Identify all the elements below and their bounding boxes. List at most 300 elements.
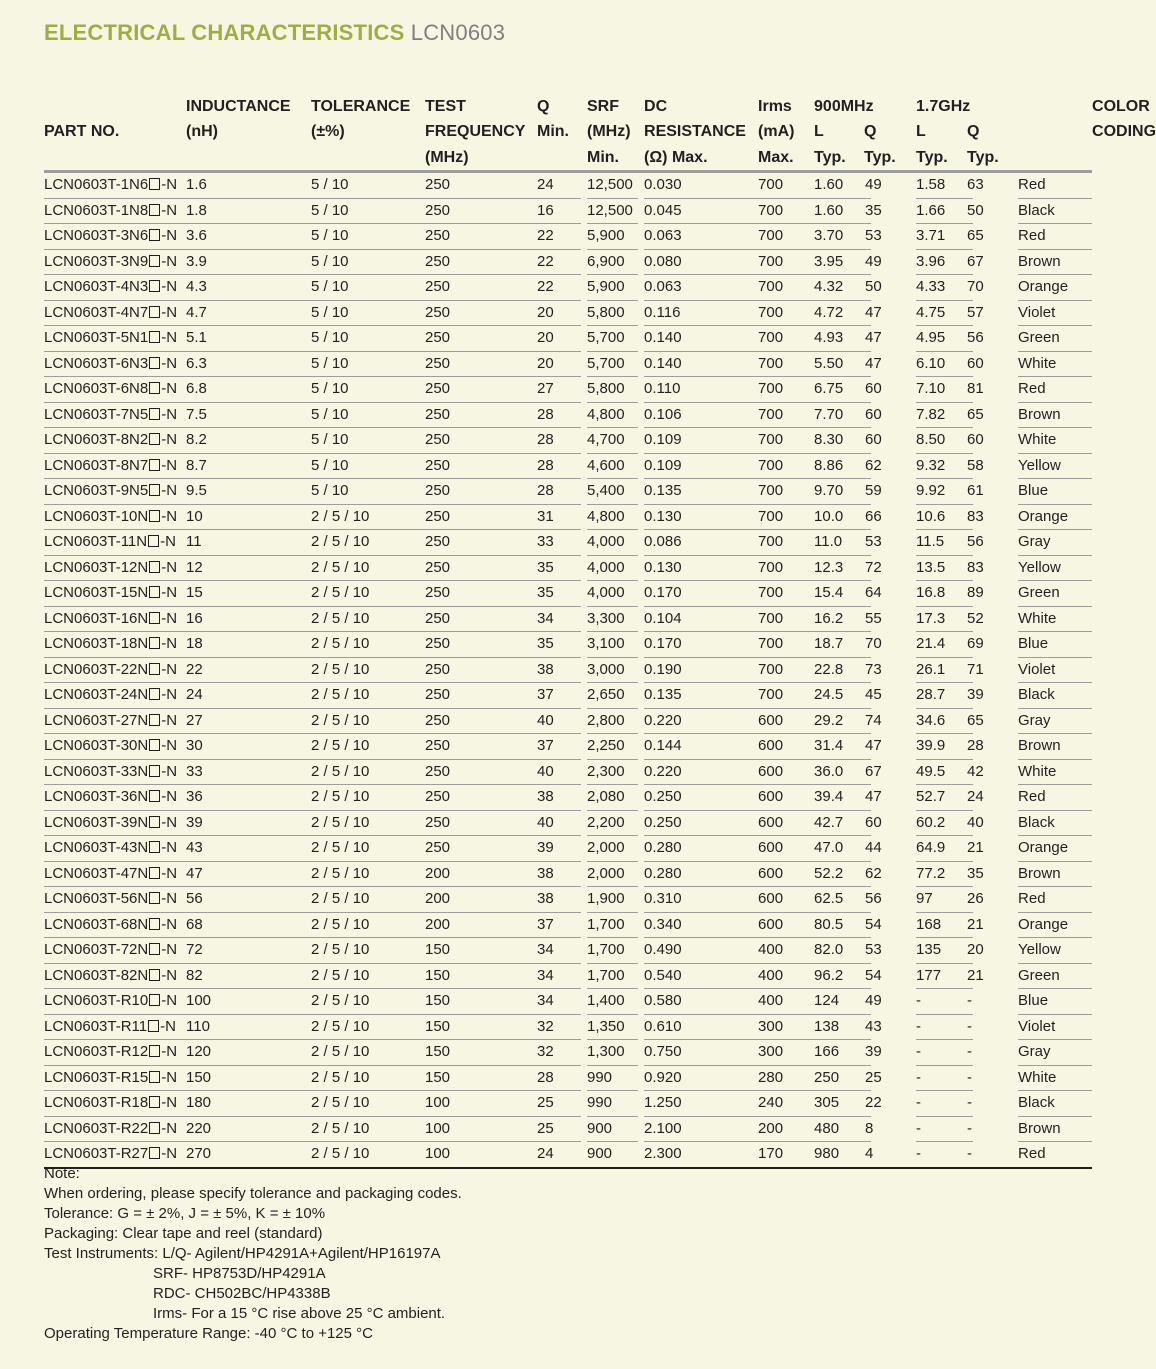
note-heading: Note: bbox=[44, 1165, 80, 1182]
title-main: ELECTRICAL CHARACTERISTICS bbox=[44, 20, 405, 45]
table-header: PART NO. INDUCTANCE (nH) TOLERANCE (±%) TEST FREQUENCY (MHz) Q Min. SRF (MHz) Min. DC RESISTANCE (Ω) Max. Irms (mA) Max. 900MHz L Q Typ. Typ. 1.7GHz L Q Typ. Typ. COLOR CODING bbox=[44, 68, 1092, 172]
part-no-suffix: -N bbox=[161, 278, 178, 296]
part-no-suffix: -N bbox=[161, 635, 178, 653]
part-no-prefix: LCN0603T-27N bbox=[44, 711, 149, 729]
cell-tolerance: 5 / 10 bbox=[311, 198, 425, 224]
column-gap bbox=[871, 1116, 916, 1142]
cell-q-900mhz: 55 bbox=[865, 606, 871, 632]
note-test-instruments: Test Instruments: L/Q- Agilent/HP4291A+Agilent/HP16197A bbox=[44, 1245, 441, 1262]
cell-l-900mhz: 1.60 bbox=[814, 172, 865, 199]
cell-color-coding: Black bbox=[1018, 198, 1092, 224]
cell-irms: 700 bbox=[758, 504, 814, 530]
cell-srf: 4,000 bbox=[587, 555, 638, 581]
cell-part-no bbox=[44, 657, 186, 683]
part-no-suffix: -N bbox=[161, 864, 178, 882]
cell-dc-resistance: 0.170 bbox=[644, 632, 758, 658]
header-part-no: PART NO. bbox=[44, 68, 186, 172]
option-code-box-icon bbox=[149, 918, 160, 930]
cell-part-no bbox=[44, 172, 186, 199]
cell-srf: 4,700 bbox=[587, 428, 638, 454]
cell-q-900mhz: 62 bbox=[865, 453, 871, 479]
cell-irms: 600 bbox=[758, 912, 814, 938]
cell-l-1-7ghz: 17.3 bbox=[916, 606, 967, 632]
cell-dc-resistance: 0.130 bbox=[644, 555, 758, 581]
cell-dc-resistance: 0.109 bbox=[644, 453, 758, 479]
cell-q-900mhz: 60 bbox=[865, 428, 871, 454]
cell-tolerance: 5 / 10 bbox=[311, 326, 425, 352]
cell-dc-resistance: 0.140 bbox=[644, 351, 758, 377]
cell-q-1-7ghz: 56 bbox=[967, 530, 973, 556]
cell-dc-resistance: 0.086 bbox=[644, 530, 758, 556]
cell-inductance: 4.3 bbox=[186, 275, 311, 301]
cell-color-coding: Gray bbox=[1018, 530, 1092, 556]
cell-inductance: 56 bbox=[186, 887, 311, 913]
cell-srf: 4,000 bbox=[587, 581, 638, 607]
cell-srf: 4,600 bbox=[587, 453, 638, 479]
cell-color-coding: Yellow bbox=[1018, 938, 1092, 964]
column-gap bbox=[973, 1116, 1018, 1142]
cell-irms: 700 bbox=[758, 683, 814, 709]
part-no-suffix: -N bbox=[161, 737, 178, 755]
cell-inductance: 12 bbox=[186, 555, 311, 581]
part-no-suffix: -N bbox=[161, 227, 178, 245]
cell-inductance: 7.5 bbox=[186, 402, 311, 428]
cell-test-frequency: 150 bbox=[425, 938, 537, 964]
cell-l-1-7ghz: - bbox=[916, 1014, 967, 1040]
header-q-min: Q Min. bbox=[537, 68, 581, 172]
table-row bbox=[44, 326, 1092, 352]
cell-part-no bbox=[44, 428, 186, 454]
cell-l-900mhz: 36.0 bbox=[814, 759, 865, 785]
cell-color-coding: Black bbox=[1018, 810, 1092, 836]
cell-part-no bbox=[44, 1065, 186, 1091]
cell-color-coding: White bbox=[1018, 428, 1092, 454]
cell-inductance: 150 bbox=[186, 1065, 311, 1091]
cell-q-900mhz: 47 bbox=[865, 351, 871, 377]
cell-dc-resistance: 0.135 bbox=[644, 683, 758, 709]
cell-l-1-7ghz: 39.9 bbox=[916, 734, 967, 760]
cell-part-no bbox=[44, 453, 186, 479]
cell-q-900mhz: 73 bbox=[865, 657, 871, 683]
cell-test-frequency: 150 bbox=[425, 1065, 537, 1091]
option-code-box-icon bbox=[149, 178, 160, 190]
cell-l-1-7ghz: 26.1 bbox=[916, 657, 967, 683]
table-row bbox=[44, 377, 1092, 403]
part-no-prefix: LCN0603T-36N bbox=[44, 788, 149, 806]
part-no-suffix: -N bbox=[161, 558, 178, 576]
cell-q-900mhz: 49 bbox=[865, 249, 871, 275]
cell-test-frequency: 250 bbox=[425, 606, 537, 632]
cell-part-no bbox=[44, 683, 186, 709]
table-row bbox=[44, 453, 1092, 479]
cell-q-1-7ghz: 67 bbox=[967, 249, 973, 275]
cell-dc-resistance: 0.310 bbox=[644, 887, 758, 913]
cell-tolerance: 2 / 5 / 10 bbox=[311, 759, 425, 785]
table-row bbox=[44, 479, 1092, 505]
option-code-box-icon bbox=[149, 637, 160, 649]
cell-q-900mhz: 54 bbox=[865, 963, 871, 989]
cell-q-min: 32 bbox=[537, 1014, 581, 1040]
part-no-suffix: -N bbox=[161, 788, 178, 806]
cell-q-1-7ghz: - bbox=[967, 1065, 973, 1091]
cell-part-no bbox=[44, 530, 186, 556]
cell-tolerance: 2 / 5 / 10 bbox=[311, 1116, 425, 1142]
part-no-prefix: LCN0603T-56N bbox=[44, 890, 149, 908]
notes-block bbox=[44, 1164, 462, 1344]
part-no-suffix: -N bbox=[161, 176, 178, 194]
cell-irms: 700 bbox=[758, 198, 814, 224]
option-code-box-icon bbox=[149, 484, 160, 496]
cell-l-900mhz: 31.4 bbox=[814, 734, 865, 760]
cell-tolerance: 2 / 5 / 10 bbox=[311, 912, 425, 938]
option-code-box-icon bbox=[149, 561, 160, 573]
cell-tolerance: 2 / 5 / 10 bbox=[311, 683, 425, 709]
cell-dc-resistance: 0.340 bbox=[644, 912, 758, 938]
cell-l-900mhz: 9.70 bbox=[814, 479, 865, 505]
cell-l-1-7ghz: 7.82 bbox=[916, 402, 967, 428]
header-1-7ghz: 1.7GHz L Q Typ. Typ. bbox=[916, 68, 1092, 172]
cell-q-1-7ghz: - bbox=[967, 1014, 973, 1040]
cell-q-min: 40 bbox=[537, 810, 581, 836]
cell-q-min: 39 bbox=[537, 836, 581, 862]
cell-dc-resistance: 0.106 bbox=[644, 402, 758, 428]
option-code-box-icon bbox=[148, 1020, 159, 1032]
part-no-prefix: LCN0603T-R22 bbox=[44, 1119, 149, 1137]
cell-tolerance: 2 / 5 / 10 bbox=[311, 887, 425, 913]
cell-l-900mhz: 6.75 bbox=[814, 377, 865, 403]
cell-tolerance: 5 / 10 bbox=[311, 300, 425, 326]
cell-dc-resistance: 0.104 bbox=[644, 606, 758, 632]
cell-srf: 3,000 bbox=[587, 657, 638, 683]
cell-color-coding: Brown bbox=[1018, 861, 1092, 887]
part-no-suffix: -N bbox=[161, 431, 178, 449]
cell-color-coding: White bbox=[1018, 1065, 1092, 1091]
cell-q-900mhz: 49 bbox=[865, 172, 871, 199]
cell-dc-resistance: 0.220 bbox=[644, 759, 758, 785]
cell-irms: 700 bbox=[758, 172, 814, 199]
cell-irms: 700 bbox=[758, 453, 814, 479]
cell-q-1-7ghz: 71 bbox=[967, 657, 973, 683]
cell-irms: 700 bbox=[758, 224, 814, 250]
cell-color-coding: Gray bbox=[1018, 1040, 1092, 1066]
cell-color-coding: Blue bbox=[1018, 632, 1092, 658]
cell-q-900mhz: 35 bbox=[865, 198, 871, 224]
note-srf: SRF- HP8753D/HP4291A bbox=[153, 1265, 326, 1282]
table-row bbox=[44, 1040, 1092, 1066]
cell-inductance: 47 bbox=[186, 861, 311, 887]
note-operating-temperature: Operating Temperature Range: -40 °C to +125 °C bbox=[44, 1325, 373, 1342]
cell-test-frequency: 250 bbox=[425, 657, 537, 683]
option-code-box-icon bbox=[149, 790, 160, 802]
cell-part-no bbox=[44, 504, 186, 530]
cell-irms: 600 bbox=[758, 734, 814, 760]
part-no-prefix: LCN0603T-33N bbox=[44, 762, 149, 780]
part-no-suffix: -N bbox=[161, 609, 178, 627]
part-no-prefix: LCN0603T-4N7 bbox=[44, 303, 149, 321]
table-row bbox=[44, 198, 1092, 224]
cell-inductance: 8.7 bbox=[186, 453, 311, 479]
cell-part-no bbox=[44, 632, 186, 658]
part-no-suffix: -N bbox=[161, 380, 178, 398]
cell-srf: 1,900 bbox=[587, 887, 638, 913]
cell-q-min: 38 bbox=[537, 861, 581, 887]
cell-srf: 12,500 bbox=[587, 198, 638, 224]
cell-color-coding: Green bbox=[1018, 963, 1092, 989]
cell-test-frequency: 150 bbox=[425, 1014, 537, 1040]
cell-inductance: 72 bbox=[186, 938, 311, 964]
cell-q-min: 24 bbox=[537, 1142, 581, 1168]
cell-q-1-7ghz: - bbox=[967, 989, 973, 1015]
table-row bbox=[44, 530, 1092, 556]
cell-color-coding: Yellow bbox=[1018, 453, 1092, 479]
cell-l-1-7ghz: - bbox=[916, 1065, 967, 1091]
cell-inductance: 270 bbox=[186, 1142, 311, 1168]
cell-q-900mhz: 62 bbox=[865, 861, 871, 887]
cell-tolerance: 2 / 5 / 10 bbox=[311, 606, 425, 632]
cell-l-900mhz: 250 bbox=[814, 1065, 865, 1091]
column-gap bbox=[973, 1040, 1018, 1066]
cell-q-min: 22 bbox=[537, 275, 581, 301]
cell-inductance: 120 bbox=[186, 1040, 311, 1066]
cell-color-coding: Black bbox=[1018, 1091, 1092, 1117]
cell-srf: 5,700 bbox=[587, 326, 638, 352]
cell-dc-resistance: 0.170 bbox=[644, 581, 758, 607]
table-row bbox=[44, 1065, 1092, 1091]
title-product: LCN0603 bbox=[410, 20, 506, 45]
cell-srf: 5,400 bbox=[587, 479, 638, 505]
option-code-box-icon bbox=[149, 816, 160, 828]
option-code-box-icon bbox=[149, 280, 160, 292]
cell-dc-resistance: 2.300 bbox=[644, 1142, 758, 1168]
part-no-prefix: LCN0603T-R12 bbox=[44, 1043, 149, 1061]
cell-l-900mhz: 4.32 bbox=[814, 275, 865, 301]
part-no-suffix: -N bbox=[161, 1119, 178, 1137]
cell-q-min: 38 bbox=[537, 657, 581, 683]
part-no-prefix: LCN0603T-3N9 bbox=[44, 252, 149, 270]
part-no-prefix: LCN0603T-R18 bbox=[44, 1094, 149, 1112]
cell-l-1-7ghz: 6.10 bbox=[916, 351, 967, 377]
cell-color-coding: Orange bbox=[1018, 836, 1092, 862]
cell-q-900mhz: 44 bbox=[865, 836, 871, 862]
cell-dc-resistance: 0.140 bbox=[644, 326, 758, 352]
option-code-box-icon bbox=[149, 510, 160, 522]
cell-srf: 1,400 bbox=[587, 989, 638, 1015]
option-code-box-icon bbox=[149, 612, 160, 624]
option-code-box-icon bbox=[149, 1071, 160, 1083]
option-code-box-icon bbox=[149, 765, 160, 777]
table-row bbox=[44, 581, 1092, 607]
table-row bbox=[44, 351, 1092, 377]
cell-irms: 170 bbox=[758, 1142, 814, 1168]
cell-color-coding: Violet bbox=[1018, 657, 1092, 683]
cell-test-frequency: 250 bbox=[425, 555, 537, 581]
cell-q-min: 34 bbox=[537, 963, 581, 989]
cell-l-1-7ghz: 3.71 bbox=[916, 224, 967, 250]
cell-part-no bbox=[44, 887, 186, 913]
part-no-suffix: -N bbox=[161, 1068, 178, 1086]
cell-part-no bbox=[44, 224, 186, 250]
cell-l-1-7ghz: 21.4 bbox=[916, 632, 967, 658]
cell-l-1-7ghz: 77.2 bbox=[916, 861, 967, 887]
cell-test-frequency: 250 bbox=[425, 708, 537, 734]
cell-inductance: 5.1 bbox=[186, 326, 311, 352]
cell-srf: 5,800 bbox=[587, 377, 638, 403]
cell-q-900mhz: 22 bbox=[865, 1091, 871, 1117]
cell-l-1-7ghz: 9.92 bbox=[916, 479, 967, 505]
cell-q-1-7ghz: 42 bbox=[967, 759, 973, 785]
note-tolerance: Tolerance: G = ± 2%, J = ± 5%, K = ± 10% bbox=[44, 1205, 326, 1222]
part-no-suffix: -N bbox=[161, 1094, 178, 1112]
cell-q-900mhz: 67 bbox=[865, 759, 871, 785]
cell-test-frequency: 100 bbox=[425, 1116, 537, 1142]
part-no-suffix: -N bbox=[161, 507, 178, 525]
cell-l-1-7ghz: 16.8 bbox=[916, 581, 967, 607]
cell-test-frequency: 250 bbox=[425, 428, 537, 454]
cell-srf: 12,500 bbox=[587, 172, 638, 199]
part-no-prefix: LCN0603T-10N bbox=[44, 507, 149, 525]
cell-tolerance: 2 / 5 / 10 bbox=[311, 657, 425, 683]
cell-l-900mhz: 15.4 bbox=[814, 581, 865, 607]
cell-inductance: 1.8 bbox=[186, 198, 311, 224]
cell-tolerance: 2 / 5 / 10 bbox=[311, 1014, 425, 1040]
table-row bbox=[44, 275, 1092, 301]
part-no-suffix: -N bbox=[161, 966, 178, 984]
cell-irms: 600 bbox=[758, 759, 814, 785]
cell-l-900mhz: 82.0 bbox=[814, 938, 865, 964]
cell-part-no bbox=[44, 836, 186, 862]
cell-q-1-7ghz: 70 bbox=[967, 275, 973, 301]
cell-l-900mhz: 39.4 bbox=[814, 785, 865, 811]
part-no-suffix: -N bbox=[161, 915, 178, 933]
cell-tolerance: 2 / 5 / 10 bbox=[311, 555, 425, 581]
part-no-suffix: -N bbox=[161, 354, 178, 372]
cell-test-frequency: 250 bbox=[425, 453, 537, 479]
cell-q-1-7ghz: 21 bbox=[967, 912, 973, 938]
cell-q-900mhz: 4 bbox=[865, 1142, 871, 1168]
cell-test-frequency: 250 bbox=[425, 734, 537, 760]
cell-tolerance: 5 / 10 bbox=[311, 351, 425, 377]
cell-dc-resistance: 0.610 bbox=[644, 1014, 758, 1040]
cell-part-no bbox=[44, 1040, 186, 1066]
part-no-suffix: -N bbox=[161, 686, 178, 704]
cell-test-frequency: 150 bbox=[425, 963, 537, 989]
cell-part-no bbox=[44, 989, 186, 1015]
cell-tolerance: 5 / 10 bbox=[311, 275, 425, 301]
cell-color-coding: Orange bbox=[1018, 912, 1092, 938]
cell-inductance: 9.5 bbox=[186, 479, 311, 505]
cell-q-900mhz: 72 bbox=[865, 555, 871, 581]
part-no-prefix: LCN0603T-R27 bbox=[44, 1145, 149, 1163]
part-no-prefix: LCN0603T-8N2 bbox=[44, 431, 149, 449]
option-code-box-icon bbox=[149, 994, 160, 1006]
cell-part-no bbox=[44, 300, 186, 326]
cell-q-1-7ghz: 28 bbox=[967, 734, 973, 760]
table-row bbox=[44, 1116, 1092, 1142]
cell-test-frequency: 200 bbox=[425, 887, 537, 913]
cell-q-900mhz: 60 bbox=[865, 377, 871, 403]
cell-q-min: 35 bbox=[537, 632, 581, 658]
cell-srf: 5,900 bbox=[587, 224, 638, 250]
cell-q-min: 32 bbox=[537, 1040, 581, 1066]
part-no-prefix: LCN0603T-18N bbox=[44, 635, 149, 653]
cell-test-frequency: 250 bbox=[425, 351, 537, 377]
cell-q-1-7ghz: 89 bbox=[967, 581, 973, 607]
option-code-box-icon bbox=[149, 714, 160, 726]
cell-dc-resistance: 0.190 bbox=[644, 657, 758, 683]
cell-test-frequency: 250 bbox=[425, 581, 537, 607]
part-no-prefix: LCN0603T-43N bbox=[44, 839, 149, 857]
cell-srf: 6,900 bbox=[587, 249, 638, 275]
cell-color-coding: Violet bbox=[1018, 1014, 1092, 1040]
cell-q-1-7ghz: 56 bbox=[967, 326, 973, 352]
cell-irms: 600 bbox=[758, 785, 814, 811]
column-gap bbox=[973, 1014, 1018, 1040]
column-gap bbox=[973, 989, 1018, 1015]
cell-l-900mhz: 11.0 bbox=[814, 530, 865, 556]
cell-inductance: 8.2 bbox=[186, 428, 311, 454]
cell-q-1-7ghz: 21 bbox=[967, 963, 973, 989]
cell-part-no bbox=[44, 963, 186, 989]
cell-irms: 400 bbox=[758, 963, 814, 989]
cell-q-min: 35 bbox=[537, 581, 581, 607]
option-code-box-icon bbox=[149, 204, 160, 216]
option-code-box-icon bbox=[149, 382, 160, 394]
cell-q-min: 40 bbox=[537, 708, 581, 734]
cell-q-900mhz: 59 bbox=[865, 479, 871, 505]
cell-l-1-7ghz: - bbox=[916, 1116, 967, 1142]
cell-part-no bbox=[44, 1014, 186, 1040]
part-no-prefix: LCN0603T-16N bbox=[44, 609, 149, 627]
option-code-box-icon bbox=[149, 586, 160, 598]
cell-inductance: 6.3 bbox=[186, 351, 311, 377]
cell-l-1-7ghz: - bbox=[916, 1091, 967, 1117]
cell-part-no bbox=[44, 1116, 186, 1142]
cell-l-1-7ghz: 4.33 bbox=[916, 275, 967, 301]
cell-test-frequency: 250 bbox=[425, 683, 537, 709]
cell-q-min: 34 bbox=[537, 989, 581, 1015]
cell-l-900mhz: 8.30 bbox=[814, 428, 865, 454]
cell-q-min: 34 bbox=[537, 938, 581, 964]
part-no-prefix: LCN0603T-15N bbox=[44, 584, 149, 602]
cell-part-no bbox=[44, 861, 186, 887]
cell-dc-resistance: 0.109 bbox=[644, 428, 758, 454]
cell-l-900mhz: 52.2 bbox=[814, 861, 865, 887]
cell-dc-resistance: 0.920 bbox=[644, 1065, 758, 1091]
cell-tolerance: 5 / 10 bbox=[311, 428, 425, 454]
cell-q-900mhz: 74 bbox=[865, 708, 871, 734]
header-inductance: INDUCTANCE (nH) bbox=[186, 68, 311, 172]
cell-q-min: 34 bbox=[537, 606, 581, 632]
cell-srf: 4,800 bbox=[587, 402, 638, 428]
cell-inductance: 33 bbox=[186, 759, 311, 785]
cell-part-no bbox=[44, 581, 186, 607]
cell-tolerance: 2 / 5 / 10 bbox=[311, 1040, 425, 1066]
cell-srf: 2,200 bbox=[587, 810, 638, 836]
option-code-box-icon bbox=[149, 663, 160, 675]
cell-test-frequency: 250 bbox=[425, 836, 537, 862]
cell-srf: 5,700 bbox=[587, 351, 638, 377]
cell-l-900mhz: 24.5 bbox=[814, 683, 865, 709]
cell-part-no bbox=[44, 275, 186, 301]
cell-l-1-7ghz: 10.6 bbox=[916, 504, 967, 530]
cell-q-min: 25 bbox=[537, 1091, 581, 1117]
cell-q-min: 28 bbox=[537, 479, 581, 505]
table-row bbox=[44, 963, 1092, 989]
cell-irms: 600 bbox=[758, 708, 814, 734]
cell-dc-resistance: 0.490 bbox=[644, 938, 758, 964]
option-code-box-icon bbox=[149, 357, 160, 369]
electrical-characteristics-table bbox=[44, 68, 1156, 1169]
